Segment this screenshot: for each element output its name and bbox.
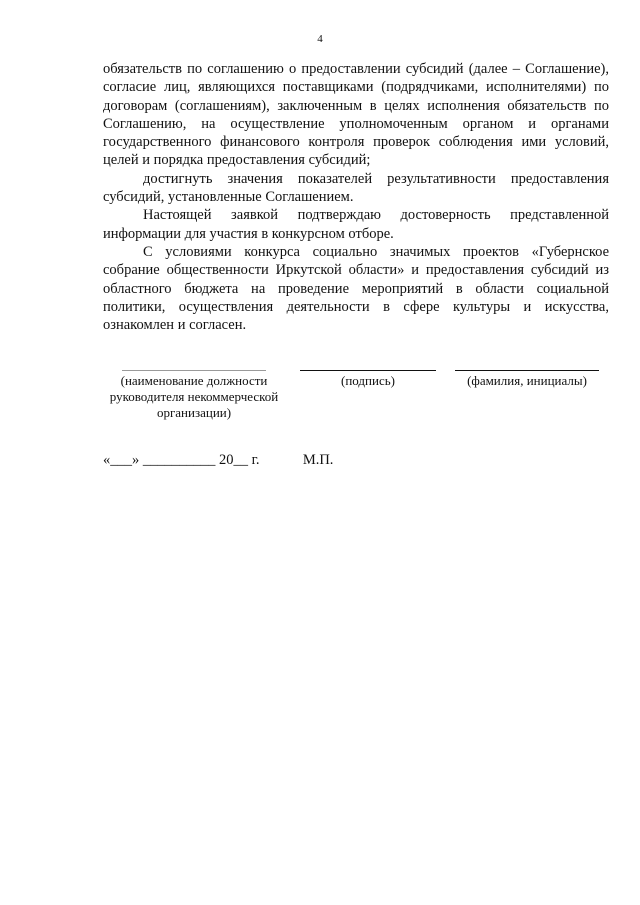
paragraph-confirmation: Настоящей заявкой подтверждаю достоверность представленной информации для участия в конкурсном отборе. — [103, 207, 609, 242]
date-day: «___» — [103, 452, 140, 468]
position-line — [122, 370, 266, 371]
date-line — [103, 452, 333, 469]
page-number: 4 — [317, 33, 323, 45]
signature-caption: (подпись) — [341, 373, 395, 388]
date-year: 20__ г. — [219, 452, 260, 468]
name-line — [455, 370, 599, 371]
signature-line — [300, 370, 436, 371]
signature-position-block — [106, 370, 282, 421]
signature-block — [296, 370, 440, 389]
date-month: __________ — [142, 452, 216, 468]
paragraph-agreement: С условиями конкурса социально значимых проектов «Губернское собрание общественности Иркутской области» и предоставления субсидий из областного бюджета на проведение мероприятий в области социальной политики, осуществления деятельности в сфере культуры и искусства, ознакомлен и согласен. — [103, 243, 609, 334]
stamp-label: М.П. — [302, 452, 334, 468]
paragraph-obligations: обязательств по соглашению о предоставлении субсидий (далее – Соглашение), согласие лиц, являющихся поставщиками (подрядчиками, исполнителями) по договорам (соглашениям), заключенным в целях исполнения обязательств по Соглашению, на осуществление уполномоченным органом и органами государственного финансового контроля проверок соблюдения ими условий, целей и порядка предоставления субсидий; — [103, 61, 609, 169]
paragraph-indicators: достигнуть значения показателей результативности предоставления субсидий, установленные Соглашением. — [103, 170, 609, 206]
document-body — [103, 60, 609, 334]
name-block — [452, 370, 602, 389]
position-caption: (наименование должности руководителя некоммерческой организации) — [109, 373, 279, 420]
name-caption: (фамилия, инициалы) — [467, 373, 587, 388]
